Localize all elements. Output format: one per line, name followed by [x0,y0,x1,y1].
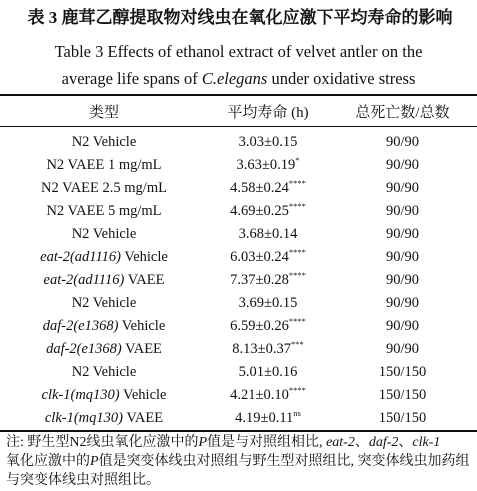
significance-mark: **** [288,178,306,188]
cell-mean-lifespan [208,341,328,358]
note-gene-eat2: eat-2 [326,435,355,450]
cell-death-count: 90/90 [385,157,420,173]
cell-type [0,249,208,266]
cell-type [0,203,208,220]
lifespan-value: 3.69±0.15 [238,295,298,311]
lifespan-value: 4.19±0.11 [235,410,294,426]
significance-mark: **** [288,316,306,326]
cell-type [0,387,208,404]
table-row [0,177,477,200]
cell-death-count: 90/90 [385,341,420,357]
lifespan-value: 3.03±0.15 [238,134,298,150]
table-row [0,154,477,177]
lifespan-table [0,96,477,430]
cell-mean-lifespan [208,295,328,312]
treatment-label: N2 VAEE 1 mg/mL [46,157,162,173]
cell-mean-lifespan [208,410,328,427]
note-text-1: 注: 野生型N2线虫氧化应激中的 [6,435,199,450]
table-row [0,361,477,384]
cell-type [0,180,208,197]
lifespan-value: 6.59±0.26 [230,318,289,334]
significance-mark: **** [288,201,306,211]
cell-mean-lifespan [208,226,328,243]
header-death-count: 总死亡数/总数 [355,104,450,121]
cell-mean-lifespan [208,249,328,266]
cell-mean-lifespan [208,203,328,220]
treatment-label: Vehicle [120,249,168,265]
table-row [0,384,477,407]
lifespan-value: 4.58±0.24 [230,180,289,196]
significance-mark: *** [290,339,304,349]
cell-death-count: 90/90 [385,226,420,242]
cell-mean-lifespan [208,272,328,289]
table-footnote [6,433,474,490]
note-separator-2: 、 [398,435,413,450]
table-row [0,223,477,246]
lifespan-value: 4.69±0.25 [230,203,289,219]
strain-name: clk-1(mq130) [41,387,120,403]
significance-mark: **** [288,385,306,395]
cell-mean-lifespan [208,387,328,404]
strain-name: daf-2(e1368) [42,318,119,334]
treatment-label: Vehicle [119,387,167,403]
cell-type [0,226,208,243]
treatment-label: N2 VAEE 2.5 mg/mL [41,180,167,196]
treatment-label: N2 Vehicle [71,364,137,380]
cell-death-count: 150/150 [378,410,427,426]
table-header-row [0,96,477,126]
cell-type [0,341,208,358]
header-type: 类型 [88,104,119,121]
strain-name: daf-2(e1368) [46,341,122,357]
lifespan-value: 3.68±0.14 [238,226,298,242]
note-separator-1: 、 [354,435,369,450]
lifespan-value: 5.01±0.16 [238,364,298,380]
table-row [0,269,477,292]
cell-death-count: 90/90 [385,249,420,265]
significance-mark: ns [293,408,301,418]
cell-type [0,318,208,335]
note-text-2: 值是与对照组相比, [207,435,327,450]
note-gene-clk1: clk-1 [412,435,441,450]
note-text-4: 值是突变体线虫对照组与野生型对照组比, 突变体线虫加药组与突变体线虫对照组比。 [6,454,470,488]
treatment-label: VAEE [121,341,162,357]
cell-type [0,134,208,151]
table-row [0,292,477,315]
title-en-line2-suffix: under oxidative stress [267,69,416,88]
lifespan-value: 8.13±0.37 [232,341,291,357]
cell-type [0,272,208,289]
cell-death-count: 150/150 [378,364,427,380]
note-gene-daf2: daf-2 [368,435,399,450]
treatment-label: N2 Vehicle [71,134,137,150]
treatment-label: N2 Vehicle [71,226,137,242]
lifespan-value: 7.37±0.28 [230,272,289,288]
significance-mark: **** [288,247,306,257]
lifespan-value: 6.03±0.24 [230,249,289,265]
cell-mean-lifespan [208,364,328,381]
table-body [0,131,477,430]
table-bottom-rule [0,430,477,432]
strain-name: eat-2(ad1116) [40,249,121,265]
table-row [0,200,477,223]
table-row [0,338,477,361]
lifespan-value: 3.63±0.19 [236,157,296,173]
cell-death-count: 90/90 [385,134,420,150]
note-p-variable: P [198,435,208,450]
cell-type [0,157,208,174]
table-title-chinese: 表 3 鹿茸乙醇提取物对线虫在氧化应激下平均寿命的影响 [27,8,453,27]
cell-mean-lifespan [208,180,328,197]
cell-mean-lifespan [208,157,328,174]
table-title-english [0,38,477,92]
cell-mean-lifespan [208,318,328,335]
treatment-label: VAEE [122,410,164,426]
cell-death-count: 90/90 [385,318,420,334]
table-row [0,246,477,269]
cell-type [0,295,208,312]
title-en-line1: Table 3 Effects of ethanol extract of velvet antler on the [54,42,423,61]
treatment-label: N2 VAEE 5 mg/mL [46,203,162,219]
cell-mean-lifespan [208,134,328,151]
cell-death-count: 150/150 [378,387,427,403]
strain-name: eat-2(ad1116) [43,272,125,288]
table-row [0,131,477,154]
header-mean-lifespan: 平均寿命 (h) [227,104,309,121]
significance-mark: **** [288,270,306,280]
significance-mark: * [295,155,300,165]
table-row [0,407,477,430]
cell-type [0,410,208,427]
treatment-label: N2 Vehicle [71,295,137,311]
treatment-label: VAEE [124,272,165,288]
title-en-line2-prefix: average life spans of [61,69,202,88]
cell-type [0,364,208,381]
strain-name: clk-1(mq130) [44,410,123,426]
cell-death-count: 90/90 [385,295,420,311]
cell-death-count: 90/90 [385,203,420,219]
title-en-species: C.elegans [201,69,268,88]
note-p-variable-2: P [90,454,99,469]
cell-death-count: 90/90 [385,180,420,196]
lifespan-value: 4.21±0.10 [230,387,289,403]
note-text-3: 氧化应激中的 [6,454,90,469]
cell-death-count: 90/90 [385,272,420,288]
table-row [0,315,477,338]
treatment-label: Vehicle [118,318,166,334]
